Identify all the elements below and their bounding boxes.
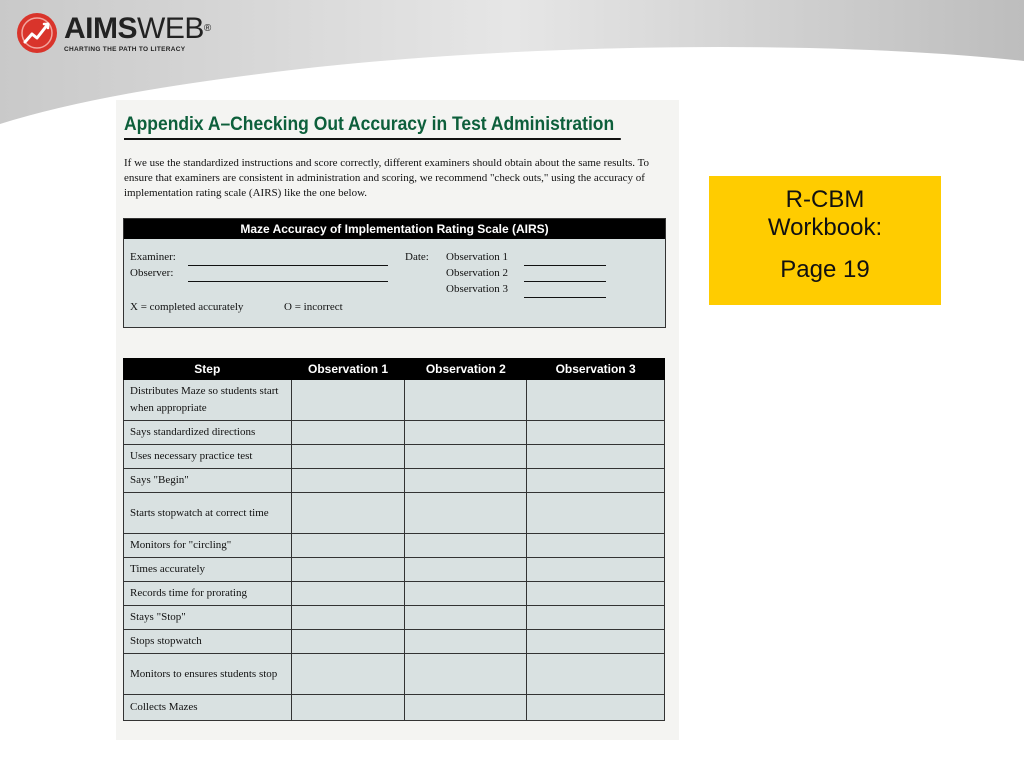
observation-cell [291, 469, 405, 493]
observation-cell [527, 695, 665, 721]
observation-cell [405, 695, 527, 721]
step-label: Starts stopwatch at correct time [124, 493, 292, 534]
observation-cell [405, 534, 527, 558]
table-row [124, 421, 665, 445]
table-row [124, 606, 665, 630]
observation-cell [405, 606, 527, 630]
column-header-step: Step [124, 359, 292, 380]
table-row [124, 654, 665, 695]
observation-cell [527, 469, 665, 493]
observation-cell [405, 630, 527, 654]
table-row [124, 630, 665, 654]
observation-cell [291, 421, 405, 445]
step-label: Distributes Maze so students start when appropriate [124, 380, 292, 421]
observation-cell [291, 695, 405, 721]
observation-cell [291, 606, 405, 630]
observation-cell [405, 654, 527, 695]
observation-cell [405, 445, 527, 469]
observation-3-label: Observation 3 [446, 283, 509, 295]
observation-cell [291, 558, 405, 582]
legend-incorrect: O = incorrect [284, 301, 343, 313]
table-row [124, 534, 665, 558]
column-header-observation-1: Observation 1 [291, 359, 405, 380]
appendix-title: Appendix A–Checking Out Accuracy in Test Administration [124, 114, 621, 140]
observation-cell [405, 493, 527, 534]
airs-heading: Maze Accuracy of Implementation Rating Scale (AIRS) [124, 219, 665, 239]
step-label: Collects Mazes [124, 695, 292, 721]
observation-3-line [524, 297, 606, 298]
observation-cell [291, 582, 405, 606]
observation-cell [527, 654, 665, 695]
observation-cell [527, 380, 665, 421]
observation-cell [291, 493, 405, 534]
logo-wordmark: AIMSWEB® [64, 11, 211, 45]
observer-line [188, 281, 388, 282]
observation-cell [405, 558, 527, 582]
table-row [124, 558, 665, 582]
observation-cell [527, 493, 665, 534]
step-label: Stops stopwatch [124, 630, 292, 654]
table-row [124, 695, 665, 721]
observation-cell [291, 534, 405, 558]
observation-cell [527, 534, 665, 558]
observation-cell [527, 630, 665, 654]
step-label: Says standardized directions [124, 421, 292, 445]
callout-line-1: R-CBM [785, 186, 865, 213]
step-label: Monitors to ensures students stop [124, 654, 292, 695]
observation-cell [527, 445, 665, 469]
observer-label: Observer: [130, 267, 174, 279]
intro-paragraph: If we use the standardized instructions and score correctly, different examiners should obtain about the same results. To ensure that examiners are consistent in administration and scoring, we recommend "check outs," using the accuracy of implementation rating scale (AIRS) like the one below. [124, 157, 650, 199]
observation-cell [405, 380, 527, 421]
table-row [124, 582, 665, 606]
observation-cell [405, 421, 527, 445]
logo-tagline: CHARTING THE PATH TO LITERACY [64, 45, 186, 53]
workbook-page-image [116, 100, 679, 740]
workbook-reference-callout [709, 176, 941, 305]
step-label: Times accurately [124, 558, 292, 582]
column-header-observation-3: Observation 3 [527, 359, 665, 380]
step-label: Monitors for "circling" [124, 534, 292, 558]
observation-cell [405, 469, 527, 493]
table-row [124, 380, 665, 421]
logo-chart-icon [16, 12, 58, 54]
step-label: Says "Begin" [124, 469, 292, 493]
observation-2-line [524, 281, 606, 282]
observation-cell [527, 582, 665, 606]
observation-1-label: Observation 1 [446, 251, 509, 263]
legend-completed: X = completed accurately [130, 301, 244, 313]
observation-cell [527, 421, 665, 445]
observation-cell [527, 606, 665, 630]
aimsweb-logo [16, 12, 211, 54]
observation-cell [527, 558, 665, 582]
examiner-label: Examiner: [130, 251, 176, 263]
step-label: Records time for prorating [124, 582, 292, 606]
table-row [124, 469, 665, 493]
step-label: Stays "Stop" [124, 606, 292, 630]
observation-cell [405, 582, 527, 606]
observation-cell [291, 445, 405, 469]
observation-2-label: Observation 2 [446, 267, 509, 279]
observation-1-line [524, 265, 606, 266]
steps-table [123, 358, 665, 721]
observation-cell [291, 654, 405, 695]
table-row [124, 493, 665, 534]
step-label: Uses necessary practice test [124, 445, 292, 469]
airs-form [123, 218, 666, 328]
callout-page: Page 19 [780, 256, 870, 283]
table-header-row [124, 359, 665, 380]
examiner-line [188, 265, 388, 266]
date-label: Date: [405, 251, 429, 263]
observation-cell [291, 380, 405, 421]
table-row [124, 445, 665, 469]
observation-cell [291, 630, 405, 654]
column-header-observation-2: Observation 2 [405, 359, 527, 380]
callout-line-2: Workbook: [767, 214, 883, 241]
